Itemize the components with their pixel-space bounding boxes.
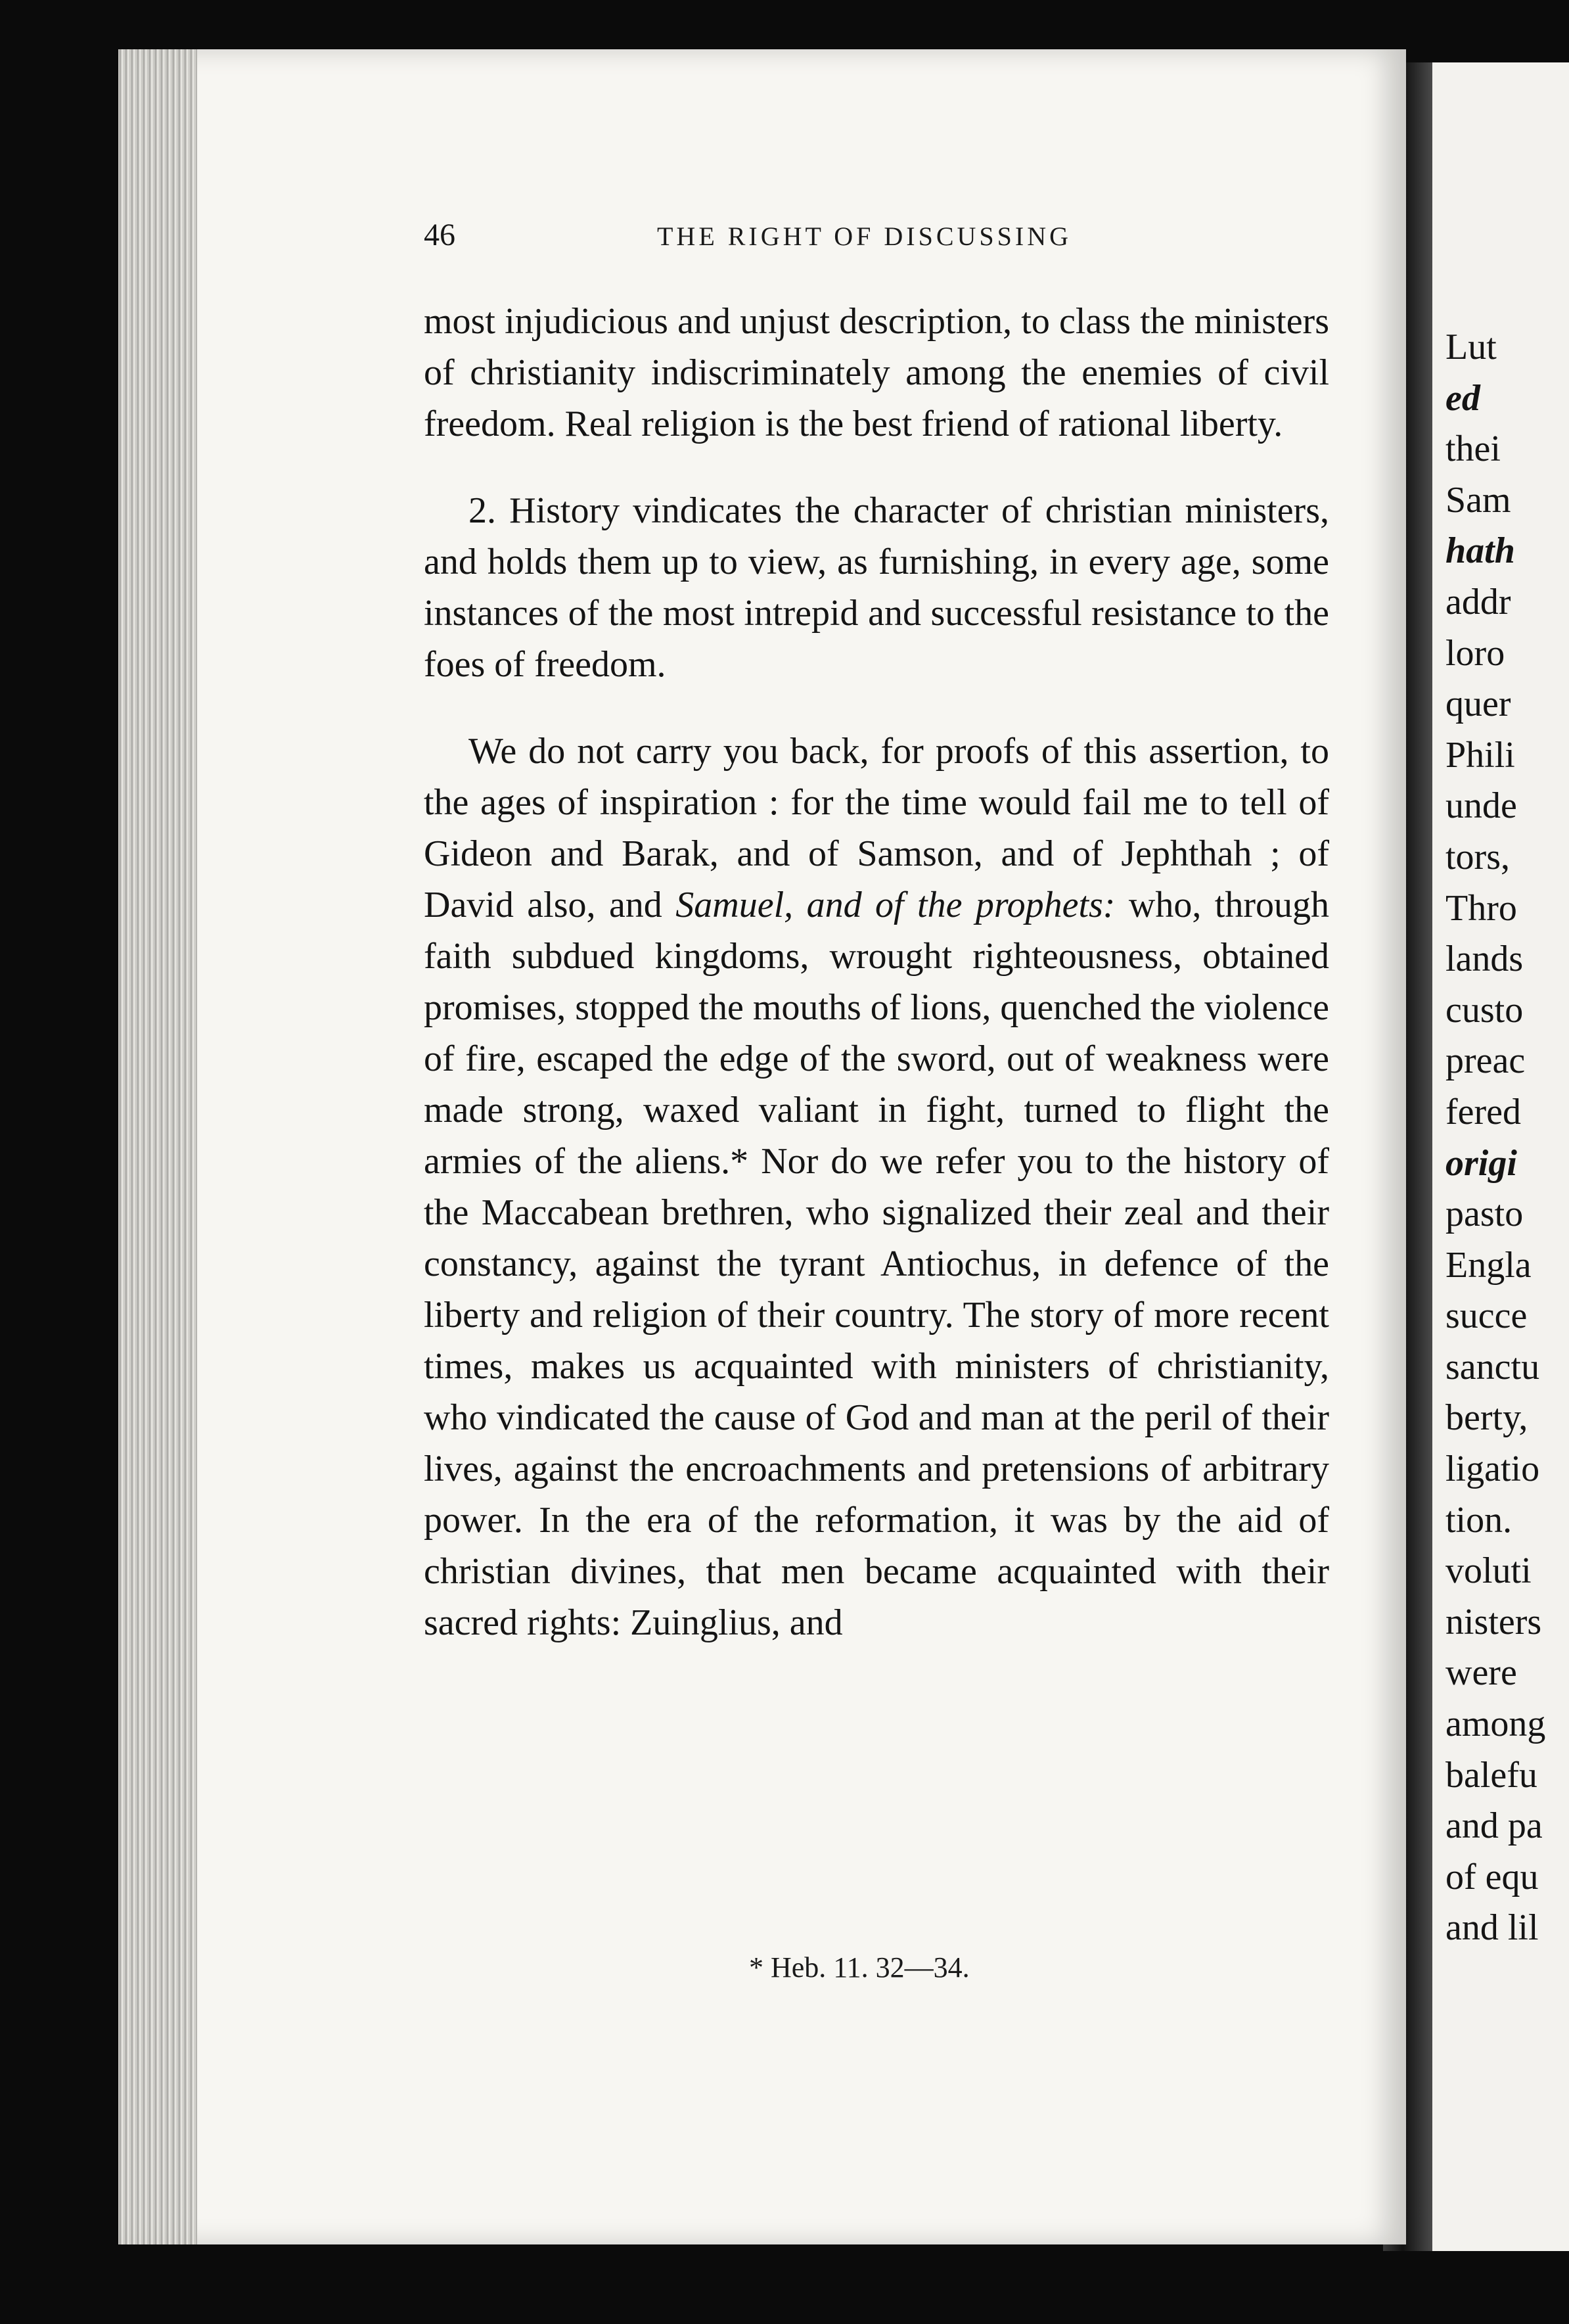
facing-page-line: and pa bbox=[1445, 1805, 1543, 1847]
facing-page-line: hath bbox=[1445, 530, 1515, 572]
body-text bbox=[424, 296, 1329, 1684]
paragraph-2: 2. History vindicates the character of christian ministers, and holds them up to view, as furnishing, in every age, some instances of the most intrepid and successful resistance to the foes of freedom. bbox=[424, 490, 1329, 685]
facing-page-line: custo bbox=[1445, 989, 1524, 1031]
facing-page-line: thei bbox=[1445, 429, 1501, 470]
facing-page-line: pasto bbox=[1445, 1194, 1524, 1235]
paragraph-3-italic: Samuel, and of the prophets: bbox=[675, 885, 1116, 925]
running-head bbox=[424, 217, 1330, 256]
facing-page-line: Phili bbox=[1445, 734, 1515, 776]
facing-page-line: ed bbox=[1445, 377, 1480, 419]
facing-page-line: and lil bbox=[1445, 1907, 1539, 1949]
facing-page-line: Engla bbox=[1445, 1244, 1532, 1286]
facing-page-line: preac bbox=[1445, 1040, 1526, 1082]
page-edges bbox=[118, 49, 197, 2244]
facing-page-line: unde bbox=[1445, 785, 1517, 827]
facing-page-line: fered bbox=[1445, 1091, 1522, 1132]
facing-page-line: sanctu bbox=[1445, 1346, 1540, 1387]
facing-page-line: nisters bbox=[1445, 1601, 1542, 1642]
facing-page-line: voluti bbox=[1445, 1550, 1532, 1592]
page-number: 46 bbox=[424, 218, 455, 252]
facing-page-line: tors, bbox=[1445, 836, 1510, 877]
running-title: THE RIGHT OF DISCUSSING bbox=[657, 221, 1072, 251]
facing-page-line: of equ bbox=[1445, 1856, 1539, 1897]
facing-page-line: Lut bbox=[1445, 327, 1497, 367]
facing-page-line: berty, bbox=[1445, 1397, 1528, 1439]
paragraph-3-part-1: We do not carry you back, for proofs of this assertion, to the ages of inspiration : for the time would fail me to tell of Gideon and Barak, and of Samson, and of Jephthah ; of David also, and bbox=[424, 731, 1329, 925]
paragraph-1: most injudicious and unjust description, to class the ministers of christianity indiscriminately among the enemies of civil freedom. Real religion is the best friend of rational liberty. bbox=[424, 301, 1329, 444]
facing-page-line: succe bbox=[1445, 1295, 1528, 1337]
paragraph-3-part-2: who, through faith subdued kingdoms, wrought righteousness, obtained promises, stopped the mouths of lions, quenched the violence of fire, escaped the edge of the sword, out of weakness were made strong, waxed valiant in fight, turned to flight the armies of the aliens.* Nor do we refer you to the history of the Maccabean brethren, who signalized their zeal and their constancy, against the tyrant Antiochus, in defence of the liberty and religion of their country. The story of more recent times, makes us acquainted with ministers of christianity, who vindicated the cause of God and man at the peril of their lives, against the encroachments and pretensions of arbitrary power. In the era of the reformation, it was by the aid of christian divines, that men became acquainted with their sacred rights: Zuinglius, and bbox=[424, 885, 1329, 1643]
facing-page-line: loro bbox=[1445, 632, 1505, 674]
facing-page-line: origi bbox=[1445, 1142, 1517, 1184]
facing-page-line: lands bbox=[1445, 939, 1524, 980]
facing-page-line: ligatio bbox=[1445, 1449, 1540, 1490]
paragraph-3 bbox=[424, 726, 1329, 1648]
facing-page bbox=[1432, 62, 1569, 2251]
facing-page-line: tion. bbox=[1445, 1499, 1512, 1541]
facing-page-line: were bbox=[1445, 1652, 1517, 1694]
facing-page-line: among bbox=[1445, 1704, 1546, 1745]
facing-page-line: Thro bbox=[1445, 887, 1517, 929]
facing-page-line: balefu bbox=[1445, 1754, 1537, 1796]
facing-page-line: Sam bbox=[1445, 479, 1511, 521]
facing-page-line: addr bbox=[1445, 581, 1511, 622]
facing-page-line: quer bbox=[1445, 684, 1511, 725]
footnote: * Heb. 11. 32—34. bbox=[749, 1951, 970, 1984]
facing-page-lines bbox=[1445, 322, 1569, 1954]
